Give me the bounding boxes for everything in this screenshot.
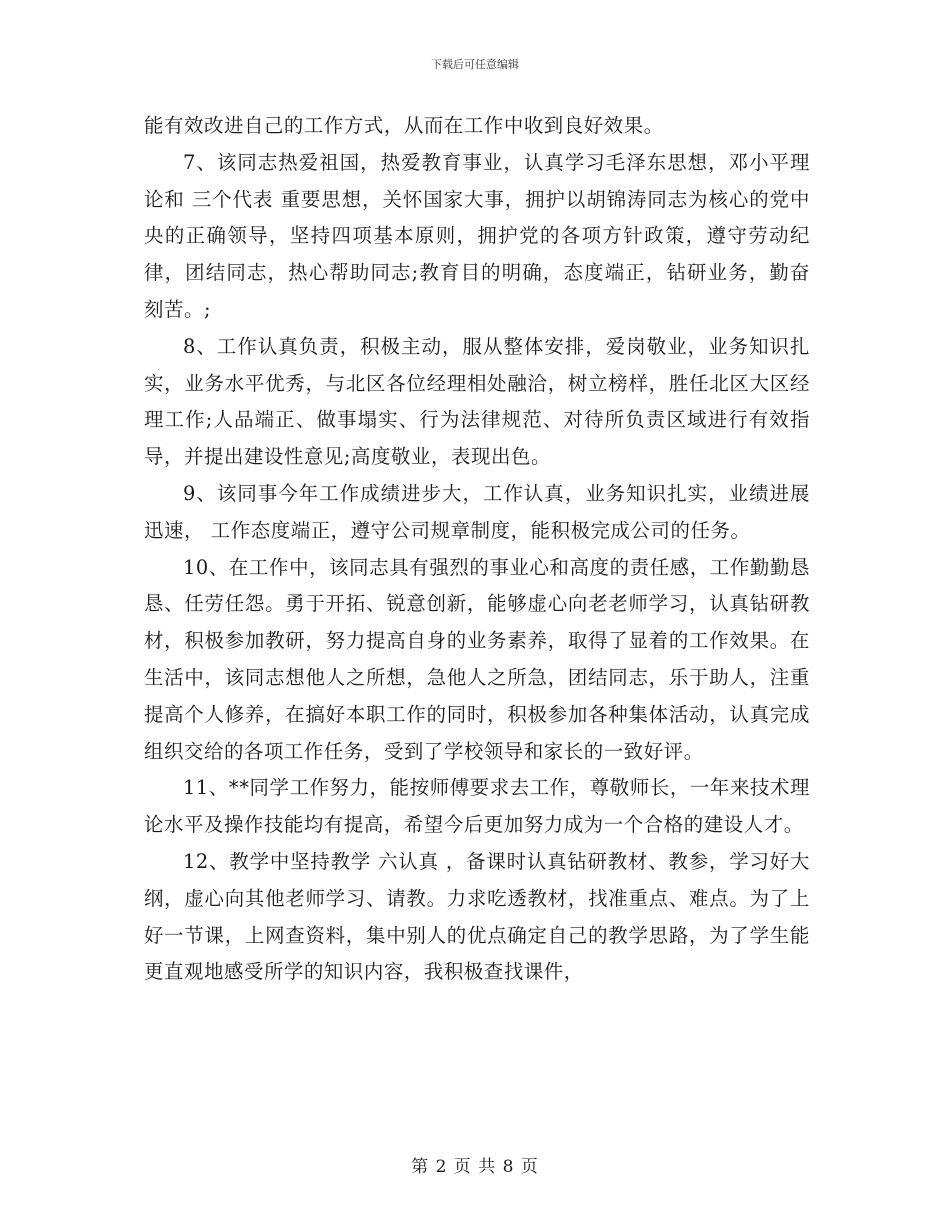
document-body <box>144 108 810 991</box>
paragraph-item-10: 10、在工作中，该同志具有强烈的事业心和高度的责任感，工作勤勤恳恳、任劳任怨。勇于开拓、锐意创新，能够虚心向老老师学习，认真钻研教材，积极参加教研，努力提高自身的业务素养，取得了显着的工作效果。在生活中，该同志想他人之所想，急他人之所急，团结同志，乐于助人，注重提高个人修养，在搞好本职工作的同时，积极参加各种集体活动，认真完成组织交给的各项工作任务，受到了学校领导和家长的一致好评。 <box>144 555 810 763</box>
paragraph-item-9: 9、该同事今年工作成绩进步大，工作认真，业务知识扎实，业绩进展迅速， 工作态度端正，遵守公司规章制度，能积极完成公司的任务。 <box>144 481 810 542</box>
page-header: 下载后可任意编辑 <box>431 58 519 71</box>
page-footer: 第 2 页 共 8 页 <box>411 1157 539 1177</box>
paragraph-item-12: 12、教学中坚持教学 六认真 ，备课时认真钻研教材、教参，学习好大纲，虚心向其他老师学习、请教。力求吃透教材，找准重点、难点。为了上好一节课，上网查资料，集中别人的优点确定自己的教学思路，为了学生能更直观地感受所学的知识内容，我积极查找课件， <box>144 849 810 984</box>
paragraph-item-8: 8、工作认真负责，积极主动，服从整体安排，爱岗敬业，业务知识扎实，业务水平优秀，与北区各位经理相处融洽，树立榜样，胜任北区大区经理工作;人品端正、做事塌实、行为法律规范、对待所负责区域进行有效指导，并提出建设性意见;高度敬业，表现出色。 <box>144 334 810 469</box>
paragraph-item-7: 7、该同志热爱祖国，热爱教育事业，认真学习毛泽东思想，邓小平理论和 三个代表 重要思想，关怀国家大事，拥护以胡锦涛同志为核心的党中央的正确领导，坚持四项基本原则，拥护党的各项方针政策，遵守劳动纪律，团结同志，热心帮助同志;教育目的明确，态度端正，钻研业务，勤奋刻苦。; <box>144 150 810 321</box>
paragraph-item-11: 11、**同学工作努力，能按师傅要求去工作，尊敬师长，一年来技术理论水平及操作技能均有提高，希望今后更加努力成为一个合格的建设人才。 <box>144 776 810 837</box>
paragraph-continuation: 能有效改进自己的工作方式，从而在工作中收到良好效果。 <box>144 114 664 137</box>
